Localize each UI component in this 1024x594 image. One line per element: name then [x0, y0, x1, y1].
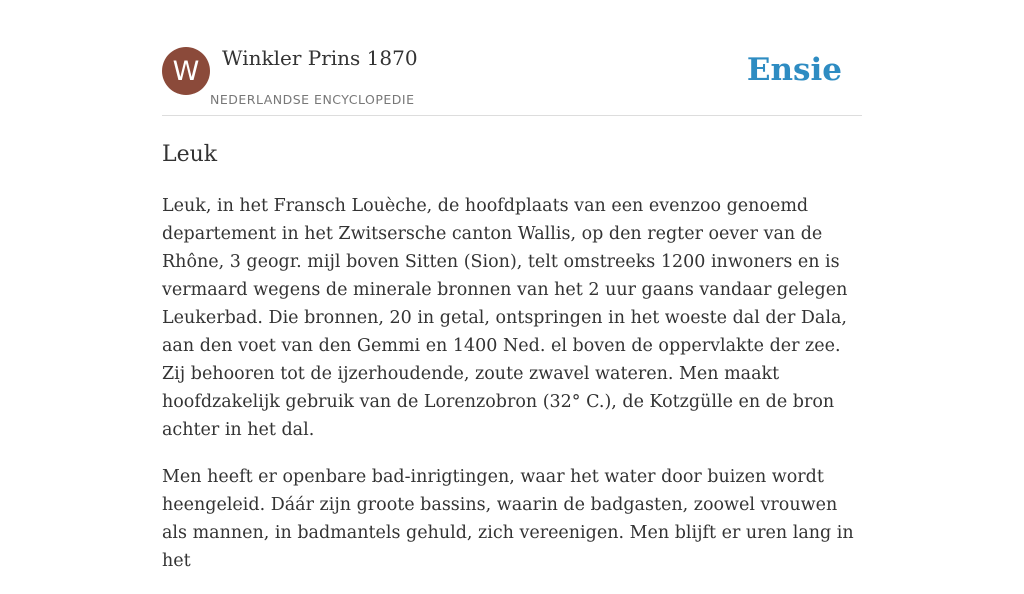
- page: [162, 0, 862, 571]
- article-paragraph: Leuk, in het Fransch Louèche, de hoofdplaats van een evenzoo genoemd departement in het Zwitsersche canton Wallis, op den regter oever van de Rhône, 3 geogr. mijl boven Sitten (Sion), telt omstreeks 1200 inwoners en is vermaard wegens de minerale bronnen van het 2 uur gaans vandaar gelegen Leukerbad. Die bronnen, 20 in getal, ontspringen in het woeste dal der Dala, aan den voet van den Gemmi en 1400 Ned. el boven de oppervlakte der zee. Zij behooren tot de ijzerhoudende, zoute zwavel wateren. Men maakt hoofdzakelijk gebruik van de Lorenzobron (32° C.), de Kotzgülle en de bron achter in het dal.: [162, 196, 848, 440]
- brand-logo[interactable]: Ensie: [746, 52, 842, 88]
- article-title: Leuk: [162, 142, 218, 167]
- source-subtitle: NEDERLANDSE ENCYCLOPEDIE: [210, 92, 415, 107]
- source-title[interactable]: Winkler Prins 1870: [222, 46, 418, 70]
- article-body: [162, 192, 862, 594]
- source-avatar[interactable]: W: [162, 47, 210, 95]
- article-paragraph: Men heeft er openbare bad-inrigtingen, waar het water door buizen wordt heengeleid. Dáár zijn groote bassins, waarin de badgasten, zoowel vrouwen als mannen, in badmantels gehuld, zich vereenigen. Men blijft er uren lang in het: [162, 467, 854, 571]
- header: [162, 0, 862, 116]
